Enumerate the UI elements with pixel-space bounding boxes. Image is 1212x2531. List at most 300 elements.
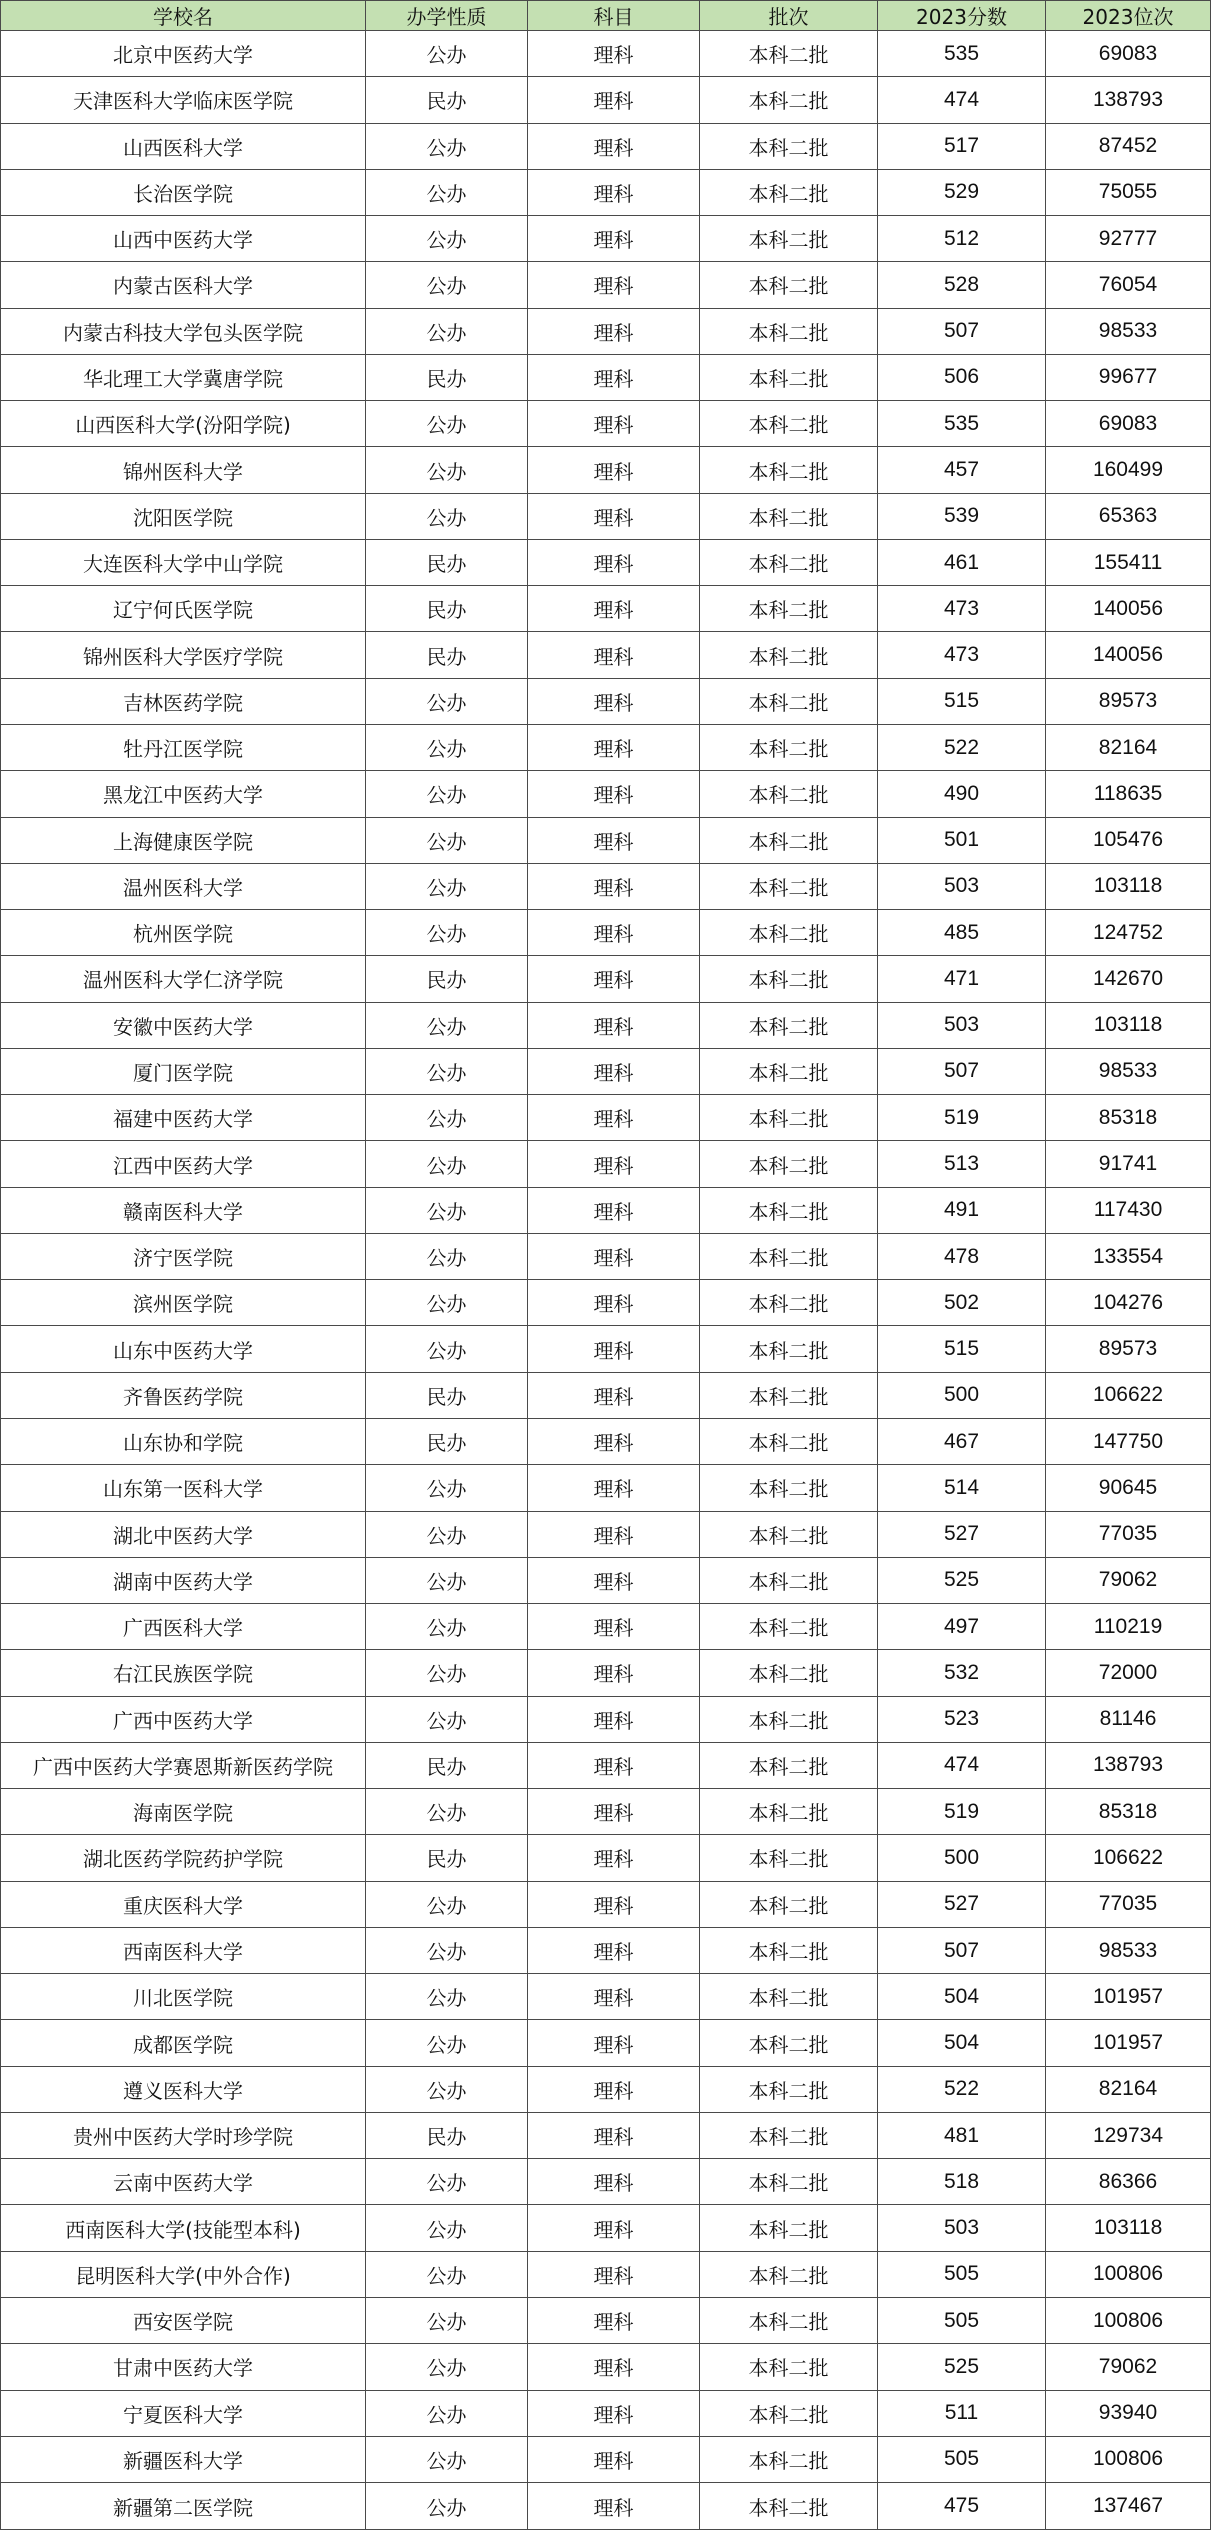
cell-score: 503 xyxy=(878,2205,1046,2251)
cell-ownership: 公办 xyxy=(366,1557,528,1603)
cell-batch: 本科二批 xyxy=(700,401,878,447)
cell-batch: 本科二批 xyxy=(700,1742,878,1788)
table-row xyxy=(1,1835,1211,1881)
cell-subject: 理科 xyxy=(528,1280,700,1326)
cell-subject: 理科 xyxy=(528,401,700,447)
cell-score: 515 xyxy=(878,1326,1046,1372)
cell-batch: 本科二批 xyxy=(700,262,878,308)
cell-school-name: 成都医学院 xyxy=(1,2020,366,2066)
cell-batch: 本科二批 xyxy=(700,539,878,585)
cell-rank: 79062 xyxy=(1046,1557,1211,1603)
cell-batch: 本科二批 xyxy=(700,1835,878,1881)
table-row xyxy=(1,771,1211,817)
table-row xyxy=(1,724,1211,770)
table-row xyxy=(1,863,1211,909)
cell-rank: 98533 xyxy=(1046,1927,1211,1973)
cell-school-name: 山西医科大学 xyxy=(1,123,366,169)
cell-ownership: 民办 xyxy=(366,2112,528,2158)
cell-batch: 本科二批 xyxy=(700,678,878,724)
table-row xyxy=(1,1141,1211,1187)
table-row xyxy=(1,2483,1211,2530)
cell-school-name: 济宁医学院 xyxy=(1,1233,366,1279)
table-row xyxy=(1,910,1211,956)
cell-school-name: 吉林医药学院 xyxy=(1,678,366,724)
cell-school-name: 西南医科大学(技能型本科) xyxy=(1,2205,366,2251)
cell-rank: 106622 xyxy=(1046,1835,1211,1881)
cell-batch: 本科二批 xyxy=(700,1048,878,1094)
cell-ownership: 公办 xyxy=(366,31,528,77)
cell-subject: 理科 xyxy=(528,2344,700,2390)
cell-score: 503 xyxy=(878,863,1046,909)
cell-ownership: 公办 xyxy=(366,123,528,169)
table-row xyxy=(1,2251,1211,2297)
cell-school-name: 山东协和学院 xyxy=(1,1418,366,1464)
table-row xyxy=(1,262,1211,308)
table-row xyxy=(1,354,1211,400)
cell-rank: 89573 xyxy=(1046,678,1211,724)
cell-school-name: 山西医科大学(汾阳学院) xyxy=(1,401,366,447)
table-row xyxy=(1,1187,1211,1233)
cell-subject: 理科 xyxy=(528,2205,700,2251)
cell-batch: 本科二批 xyxy=(700,1927,878,1973)
cell-rank: 118635 xyxy=(1046,771,1211,817)
cell-score: 532 xyxy=(878,1650,1046,1696)
cell-batch: 本科二批 xyxy=(700,1187,878,1233)
cell-subject: 理科 xyxy=(528,308,700,354)
cell-ownership: 公办 xyxy=(366,1696,528,1742)
cell-subject: 理科 xyxy=(528,216,700,262)
cell-school-name: 山东第一医科大学 xyxy=(1,1465,366,1511)
cell-score: 528 xyxy=(878,262,1046,308)
cell-ownership: 公办 xyxy=(366,1881,528,1927)
cell-rank: 99677 xyxy=(1046,354,1211,400)
cell-batch: 本科二批 xyxy=(700,308,878,354)
cell-ownership: 公办 xyxy=(366,493,528,539)
cell-ownership: 公办 xyxy=(366,817,528,863)
cell-score: 504 xyxy=(878,1974,1046,2020)
cell-ownership: 公办 xyxy=(366,1789,528,1835)
cell-rank: 93940 xyxy=(1046,2390,1211,2436)
cell-school-name: 沈阳医学院 xyxy=(1,493,366,539)
table-row xyxy=(1,2020,1211,2066)
cell-ownership: 公办 xyxy=(366,678,528,724)
cell-rank: 91741 xyxy=(1046,1141,1211,1187)
cell-school-name: 西南医科大学 xyxy=(1,1927,366,1973)
cell-rank: 69083 xyxy=(1046,31,1211,77)
cell-rank: 89573 xyxy=(1046,1326,1211,1372)
cell-batch: 本科二批 xyxy=(700,910,878,956)
header-subject: 科目 xyxy=(528,1,700,31)
cell-batch: 本科二批 xyxy=(700,2344,878,2390)
cell-score: 505 xyxy=(878,2436,1046,2482)
cell-subject: 理科 xyxy=(528,1557,700,1603)
cell-school-name: 新疆医科大学 xyxy=(1,2436,366,2482)
cell-ownership: 民办 xyxy=(366,586,528,632)
cell-rank: 106622 xyxy=(1046,1372,1211,1418)
cell-rank: 98533 xyxy=(1046,1048,1211,1094)
cell-batch: 本科二批 xyxy=(700,31,878,77)
cell-ownership: 民办 xyxy=(366,632,528,678)
cell-school-name: 内蒙古科技大学包头医学院 xyxy=(1,308,366,354)
cell-ownership: 公办 xyxy=(366,169,528,215)
cell-school-name: 牡丹江医学院 xyxy=(1,724,366,770)
cell-batch: 本科二批 xyxy=(700,1881,878,1927)
header-school-name: 学校名 xyxy=(1,1,366,31)
cell-score: 467 xyxy=(878,1418,1046,1464)
cell-ownership: 公办 xyxy=(366,1604,528,1650)
table-row xyxy=(1,1465,1211,1511)
cell-school-name: 温州医科大学 xyxy=(1,863,366,909)
cell-score: 478 xyxy=(878,1233,1046,1279)
cell-ownership: 民办 xyxy=(366,539,528,585)
cell-school-name: 内蒙古医科大学 xyxy=(1,262,366,308)
table-row xyxy=(1,1650,1211,1696)
cell-ownership: 公办 xyxy=(366,2205,528,2251)
cell-rank: 140056 xyxy=(1046,632,1211,678)
cell-ownership: 公办 xyxy=(366,308,528,354)
cell-ownership: 公办 xyxy=(366,724,528,770)
cell-subject: 理科 xyxy=(528,447,700,493)
cell-school-name: 长治医学院 xyxy=(1,169,366,215)
table-row xyxy=(1,2205,1211,2251)
cell-subject: 理科 xyxy=(528,123,700,169)
cell-batch: 本科二批 xyxy=(700,169,878,215)
cell-ownership: 公办 xyxy=(366,2159,528,2205)
cell-score: 535 xyxy=(878,31,1046,77)
cell-rank: 90645 xyxy=(1046,1465,1211,1511)
cell-school-name: 山东中医药大学 xyxy=(1,1326,366,1372)
cell-batch: 本科二批 xyxy=(700,586,878,632)
cell-rank: 100806 xyxy=(1046,2251,1211,2297)
table-row xyxy=(1,31,1211,77)
cell-subject: 理科 xyxy=(528,31,700,77)
cell-subject: 理科 xyxy=(528,632,700,678)
cell-subject: 理科 xyxy=(528,1326,700,1372)
cell-subject: 理科 xyxy=(528,1650,700,1696)
cell-batch: 本科二批 xyxy=(700,1280,878,1326)
cell-score: 505 xyxy=(878,2298,1046,2344)
cell-batch: 本科二批 xyxy=(700,2159,878,2205)
cell-school-name: 温州医科大学仁济学院 xyxy=(1,956,366,1002)
cell-score: 505 xyxy=(878,2251,1046,2297)
cell-rank: 160499 xyxy=(1046,447,1211,493)
cell-score: 525 xyxy=(878,2344,1046,2390)
cell-school-name: 杭州医学院 xyxy=(1,910,366,956)
cell-rank: 82164 xyxy=(1046,724,1211,770)
cell-ownership: 公办 xyxy=(366,1511,528,1557)
header-rank-2023: 2023位次 xyxy=(1046,1,1211,31)
cell-ownership: 民办 xyxy=(366,1372,528,1418)
cell-rank: 100806 xyxy=(1046,2436,1211,2482)
cell-rank: 133554 xyxy=(1046,1233,1211,1279)
cell-batch: 本科二批 xyxy=(700,2066,878,2112)
cell-batch: 本科二批 xyxy=(700,2390,878,2436)
cell-score: 500 xyxy=(878,1835,1046,1881)
cell-subject: 理科 xyxy=(528,771,700,817)
cell-ownership: 民办 xyxy=(366,77,528,123)
cell-batch: 本科二批 xyxy=(700,1696,878,1742)
cell-ownership: 公办 xyxy=(366,2436,528,2482)
cell-ownership: 公办 xyxy=(366,1233,528,1279)
cell-school-name: 甘肃中医药大学 xyxy=(1,2344,366,2390)
cell-school-name: 上海健康医学院 xyxy=(1,817,366,863)
cell-subject: 理科 xyxy=(528,1974,700,2020)
cell-school-name: 山西中医药大学 xyxy=(1,216,366,262)
cell-score: 522 xyxy=(878,724,1046,770)
cell-ownership: 公办 xyxy=(366,401,528,447)
cell-rank: 75055 xyxy=(1046,169,1211,215)
cell-subject: 理科 xyxy=(528,1418,700,1464)
cell-subject: 理科 xyxy=(528,1187,700,1233)
cell-batch: 本科二批 xyxy=(700,1233,878,1279)
cell-ownership: 公办 xyxy=(366,2483,528,2530)
table-body xyxy=(1,31,1211,2530)
cell-batch: 本科二批 xyxy=(700,1511,878,1557)
cell-rank: 65363 xyxy=(1046,493,1211,539)
cell-score: 506 xyxy=(878,354,1046,400)
cell-rank: 138793 xyxy=(1046,77,1211,123)
cell-batch: 本科二批 xyxy=(700,1465,878,1511)
cell-batch: 本科二批 xyxy=(700,1604,878,1650)
cell-school-name: 北京中医药大学 xyxy=(1,31,366,77)
cell-rank: 103118 xyxy=(1046,863,1211,909)
cell-subject: 理科 xyxy=(528,678,700,724)
cell-ownership: 公办 xyxy=(366,1280,528,1326)
cell-rank: 101957 xyxy=(1046,2020,1211,2066)
table-row xyxy=(1,2390,1211,2436)
cell-subject: 理科 xyxy=(528,1511,700,1557)
cell-ownership: 公办 xyxy=(366,1974,528,2020)
cell-school-name: 广西医科大学 xyxy=(1,1604,366,1650)
cell-school-name: 滨州医学院 xyxy=(1,1280,366,1326)
cell-score: 527 xyxy=(878,1881,1046,1927)
cell-school-name: 厦门医学院 xyxy=(1,1048,366,1094)
cell-school-name: 广西中医药大学 xyxy=(1,1696,366,1742)
cell-ownership: 民办 xyxy=(366,1835,528,1881)
table-row xyxy=(1,586,1211,632)
table-row xyxy=(1,1095,1211,1141)
table-row xyxy=(1,2159,1211,2205)
cell-rank: 98533 xyxy=(1046,308,1211,354)
cell-ownership: 民办 xyxy=(366,956,528,1002)
table-row xyxy=(1,216,1211,262)
cell-subject: 理科 xyxy=(528,2436,700,2482)
cell-ownership: 民办 xyxy=(366,1418,528,1464)
cell-score: 474 xyxy=(878,77,1046,123)
cell-score: 503 xyxy=(878,1002,1046,1048)
cell-rank: 100806 xyxy=(1046,2298,1211,2344)
cell-score: 535 xyxy=(878,401,1046,447)
cell-batch: 本科二批 xyxy=(700,2298,878,2344)
table-row xyxy=(1,447,1211,493)
cell-batch: 本科二批 xyxy=(700,956,878,1002)
cell-school-name: 湖南中医药大学 xyxy=(1,1557,366,1603)
cell-score: 525 xyxy=(878,1557,1046,1603)
cell-score: 473 xyxy=(878,586,1046,632)
header-row xyxy=(1,1,1211,31)
cell-school-name: 广西中医药大学赛恩斯新医药学院 xyxy=(1,1742,366,1788)
cell-school-name: 贵州中医药大学时珍学院 xyxy=(1,2112,366,2158)
cell-rank: 69083 xyxy=(1046,401,1211,447)
cell-school-name: 海南医学院 xyxy=(1,1789,366,1835)
cell-rank: 72000 xyxy=(1046,1650,1211,1696)
cell-subject: 理科 xyxy=(528,910,700,956)
header-score-2023: 2023分数 xyxy=(878,1,1046,31)
cell-ownership: 公办 xyxy=(366,262,528,308)
cell-batch: 本科二批 xyxy=(700,1650,878,1696)
cell-rank: 103118 xyxy=(1046,2205,1211,2251)
cell-batch: 本科二批 xyxy=(700,1095,878,1141)
cell-score: 500 xyxy=(878,1372,1046,1418)
cell-school-name: 右江民族医学院 xyxy=(1,1650,366,1696)
cell-school-name: 赣南医科大学 xyxy=(1,1187,366,1233)
cell-school-name: 昆明医科大学(中外合作) xyxy=(1,2251,366,2297)
cell-score: 473 xyxy=(878,632,1046,678)
cell-subject: 理科 xyxy=(528,354,700,400)
cell-batch: 本科二批 xyxy=(700,1141,878,1187)
cell-rank: 77035 xyxy=(1046,1511,1211,1557)
cell-rank: 82164 xyxy=(1046,2066,1211,2112)
cell-score: 519 xyxy=(878,1789,1046,1835)
table-row xyxy=(1,678,1211,724)
cell-school-name: 湖北中医药大学 xyxy=(1,1511,366,1557)
cell-batch: 本科二批 xyxy=(700,863,878,909)
cell-batch: 本科二批 xyxy=(700,2483,878,2530)
cell-batch: 本科二批 xyxy=(700,447,878,493)
cell-batch: 本科二批 xyxy=(700,632,878,678)
cell-ownership: 公办 xyxy=(366,1187,528,1233)
cell-subject: 理科 xyxy=(528,262,700,308)
cell-score: 461 xyxy=(878,539,1046,585)
cell-subject: 理科 xyxy=(528,2066,700,2112)
cell-subject: 理科 xyxy=(528,1604,700,1650)
cell-ownership: 公办 xyxy=(366,1002,528,1048)
table-row xyxy=(1,308,1211,354)
table-row xyxy=(1,1280,1211,1326)
cell-batch: 本科二批 xyxy=(700,2251,878,2297)
cell-ownership: 公办 xyxy=(366,1927,528,1973)
cell-subject: 理科 xyxy=(528,863,700,909)
cell-subject: 理科 xyxy=(528,2251,700,2297)
cell-school-name: 大连医科大学中山学院 xyxy=(1,539,366,585)
cell-school-name: 重庆医科大学 xyxy=(1,1881,366,1927)
cell-school-name: 安徽中医药大学 xyxy=(1,1002,366,1048)
cell-score: 527 xyxy=(878,1511,1046,1557)
table-row xyxy=(1,493,1211,539)
table-row xyxy=(1,2066,1211,2112)
cell-score: 515 xyxy=(878,678,1046,724)
cell-subject: 理科 xyxy=(528,2483,700,2530)
cell-subject: 理科 xyxy=(528,1742,700,1788)
cell-ownership: 公办 xyxy=(366,1465,528,1511)
cell-batch: 本科二批 xyxy=(700,123,878,169)
cell-subject: 理科 xyxy=(528,1095,700,1141)
cell-ownership: 公办 xyxy=(366,771,528,817)
cell-subject: 理科 xyxy=(528,724,700,770)
table-row xyxy=(1,817,1211,863)
cell-rank: 137467 xyxy=(1046,2483,1211,2530)
cell-subject: 理科 xyxy=(528,586,700,632)
cell-score: 501 xyxy=(878,817,1046,863)
table-row xyxy=(1,1696,1211,1742)
cell-rank: 92777 xyxy=(1046,216,1211,262)
cell-ownership: 民办 xyxy=(366,1742,528,1788)
cell-score: 514 xyxy=(878,1465,1046,1511)
cell-batch: 本科二批 xyxy=(700,2205,878,2251)
cell-rank: 110219 xyxy=(1046,1604,1211,1650)
cell-score: 497 xyxy=(878,1604,1046,1650)
cell-score: 507 xyxy=(878,1048,1046,1094)
cell-rank: 140056 xyxy=(1046,586,1211,632)
cell-score: 481 xyxy=(878,2112,1046,2158)
cell-score: 522 xyxy=(878,2066,1046,2112)
cell-ownership: 公办 xyxy=(366,2298,528,2344)
cell-school-name: 华北理工大学冀唐学院 xyxy=(1,354,366,400)
cell-rank: 101957 xyxy=(1046,1974,1211,2020)
cell-score: 504 xyxy=(878,2020,1046,2066)
cell-batch: 本科二批 xyxy=(700,1974,878,2020)
cell-subject: 理科 xyxy=(528,539,700,585)
cell-subject: 理科 xyxy=(528,2390,700,2436)
cell-score: 512 xyxy=(878,216,1046,262)
cell-rank: 85318 xyxy=(1046,1789,1211,1835)
cell-ownership: 公办 xyxy=(366,447,528,493)
cell-score: 507 xyxy=(878,1927,1046,1973)
cell-batch: 本科二批 xyxy=(700,817,878,863)
cell-school-name: 辽宁何氏医学院 xyxy=(1,586,366,632)
cell-batch: 本科二批 xyxy=(700,493,878,539)
cell-score: 491 xyxy=(878,1187,1046,1233)
cell-rank: 76054 xyxy=(1046,262,1211,308)
cell-rank: 79062 xyxy=(1046,2344,1211,2390)
cell-batch: 本科二批 xyxy=(700,77,878,123)
cell-score: 518 xyxy=(878,2159,1046,2205)
cell-ownership: 公办 xyxy=(366,216,528,262)
cell-ownership: 公办 xyxy=(366,2390,528,2436)
cell-score: 513 xyxy=(878,1141,1046,1187)
cell-subject: 理科 xyxy=(528,1233,700,1279)
cell-ownership: 公办 xyxy=(366,1141,528,1187)
cell-subject: 理科 xyxy=(528,1465,700,1511)
table-row xyxy=(1,1927,1211,1973)
table-row xyxy=(1,2112,1211,2158)
cell-school-name: 湖北医药学院药护学院 xyxy=(1,1835,366,1881)
cell-ownership: 公办 xyxy=(366,910,528,956)
table-row xyxy=(1,632,1211,678)
table-header xyxy=(1,1,1211,31)
cell-batch: 本科二批 xyxy=(700,771,878,817)
cell-subject: 理科 xyxy=(528,1048,700,1094)
cell-ownership: 公办 xyxy=(366,1326,528,1372)
cell-school-name: 齐鲁医药学院 xyxy=(1,1372,366,1418)
cell-school-name: 锦州医科大学医疗学院 xyxy=(1,632,366,678)
cell-ownership: 公办 xyxy=(366,1095,528,1141)
cell-score: 490 xyxy=(878,771,1046,817)
table-row xyxy=(1,1326,1211,1372)
cell-ownership: 公办 xyxy=(366,2251,528,2297)
cell-school-name: 西安医学院 xyxy=(1,2298,366,2344)
cell-batch: 本科二批 xyxy=(700,1372,878,1418)
cell-score: 519 xyxy=(878,1095,1046,1141)
cell-school-name: 江西中医药大学 xyxy=(1,1141,366,1187)
cell-subject: 理科 xyxy=(528,2159,700,2205)
cell-ownership: 公办 xyxy=(366,2020,528,2066)
cell-score: 475 xyxy=(878,2483,1046,2530)
cell-rank: 104276 xyxy=(1046,1280,1211,1326)
cell-school-name: 云南中医药大学 xyxy=(1,2159,366,2205)
cell-subject: 理科 xyxy=(528,493,700,539)
cell-score: 474 xyxy=(878,1742,1046,1788)
